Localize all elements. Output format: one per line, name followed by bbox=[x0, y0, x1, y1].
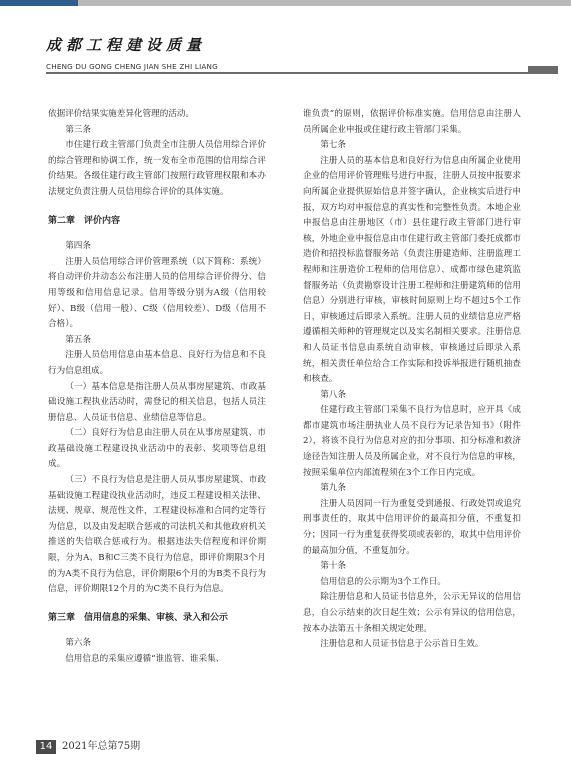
article-number: 第十条 bbox=[320, 561, 346, 572]
continued-paragraph: 依据评价结果实施差异化管理的活动。 bbox=[48, 109, 195, 119]
journal-title: 成都工程建设质量 bbox=[46, 36, 207, 54]
body-paragraph: 市住建行政主管部门负责全市注册人员信用综合评价的综合管理和协调工作，统一发布全市范围的信用综合评价结果。各级住建行政主管部门按照行政管理权限和本办法规定负责注册人员信用综合评价的具体实施。 bbox=[48, 140, 266, 197]
body-paragraph: 注册人员信用综合评价管理系统（以下简称：系统）将自动评价并动态公布注册人员的信用综合评价得分、信用等级和信用信息记录。信用等级分别为A级（信用较好）、B级（信用一般）、C级（信用较差）、D级（信用不合格）。 bbox=[48, 256, 266, 330]
article-number: 第八条 bbox=[320, 389, 346, 400]
article-number: 第六条 bbox=[65, 638, 91, 649]
body-paragraph: （一）基本信息是指注册人员从事房屋建筑、市政基础设施工程执业活动时，需登记的相关信息，包括人员注册信息、人员证书信息、业绩信息等信息。 bbox=[48, 381, 266, 423]
body-paragraph: （二）良好行为信息由注册人员在从事房屋建筑、市政基础设施工程建设执业活动中的表彰、奖项等信息组成。 bbox=[48, 428, 266, 470]
article-number: 第三条 bbox=[65, 124, 91, 135]
body-paragraph: 注册人员的基本信息和良好行为信息由所属企业使用企业的信用评价管理账号进行申报，注册人员按申报要求向所属企业提供原始信息并签字确认，企业核实后进行申报，双方均对申报信息的真实性和完整性负责。本地企业申报信息由注册地区（市）县住建行政主管部门进行审核，外地企业申报信息由市住建行政主管部门委托成都市造价和招投标监督服务站（负责注册建造师、注册监理工程师和注册造价工程师的信用信息）、成都市绿色建筑监督服务站（负责勘察设计注册工程师和注册建筑师的信用信息）分别进行审核，审核时间原则上均不超过5个工作日，审核通过后即录入系统。注册人员的业绩信息应严格遵循相关师种的管理规定以及实名制相关要求。注册信息和人员证书信息由系统自动审核，审核通过后即录入系统，相关责任单位给合工作实际和投诉举报进行随机抽查和核查。 bbox=[303, 155, 521, 385]
body-paragraph: 除注册信息和人员证书信息外，公示无异议的信用信息，自公示结束的次日起生效；公示有异议的信用信息，按本办法第五十条相关规定处理。 bbox=[303, 592, 521, 634]
left-text-column bbox=[48, 107, 266, 668]
article-number: 第五条 bbox=[65, 334, 91, 345]
journal-subtitle: CHENG DU GONG CHENG JIAN SHE ZHI LIANG bbox=[46, 62, 218, 71]
chapter-heading: 第二章 评价内容 bbox=[48, 215, 121, 226]
header-rule bbox=[46, 72, 558, 74]
continued-paragraph: 谁负责”的原则，依据评价标准实施。信用信息由注册人员所属企业申报或住建行政主管部门采集。 bbox=[303, 109, 521, 135]
right-text-column bbox=[303, 107, 521, 653]
body-paragraph: 注册信息和人员证书信息于公示首日生效。 bbox=[320, 639, 484, 650]
page-number: 14 bbox=[36, 740, 56, 754]
body-paragraph: （三）不良行为信息是注册人员从事房屋建筑、市政基础设施工程建设执业活动时，违反工程建设相关法律、法规、规章、规范性文件，工程建设标准和合同约定等行为信息，以及由发起联合惩戒的司法机关和其他政府机关推送的失信联合惩戒行为。根据违法失信程度和评价期限，分为A、B和C三类不良行为信息，即评价期限3个月的为A类不良行为信息，评价期限6个月的为B类不良行为信息，评价期限12个月的为C类不良行为信息。 bbox=[48, 475, 266, 595]
article-number: 第九条 bbox=[320, 483, 346, 494]
issue-label: 2021年总第75期 bbox=[62, 741, 141, 752]
body-paragraph: 住建行政主管部门采集不良行为信息时，应开具《成都市建筑市场注册执业人员不良行为记录告知书》（附件2），将该不良行为信息对应的扣分事项、扣分标准和救济途径告知注册人员及所属企业，对不良行为信息的审核，按照采集单位内部流程须在3个工作日内完成。 bbox=[303, 405, 521, 478]
body-paragraph: 注册人员因同一行为重复受到通报、行政处罚或追究刑事责任的，取其中信用评价的最高扣分值，不重复扣分；因同一行为重复获得奖项或表彰的，取其中信用评价的最高加分值，不重复加分。 bbox=[303, 498, 521, 556]
body-paragraph: 注册人员信用信息由基本信息、良好行为信息和不良行为信息组成。 bbox=[48, 350, 266, 376]
top-color-bar bbox=[0, 0, 571, 6]
article-number: 第四条 bbox=[65, 241, 91, 252]
chapter-heading: 第三章 信用信息的采集、审核、录入和公示 bbox=[48, 612, 229, 623]
top-accent-bar bbox=[0, 0, 78, 6]
article-number: 第七条 bbox=[320, 140, 346, 151]
header-rule-end bbox=[528, 66, 558, 74]
body-paragraph: 信用信息的公示期为3个工作日。 bbox=[320, 576, 446, 587]
body-paragraph: 信用信息的采集应遵循“谁监管、谁采集、 bbox=[65, 654, 225, 664]
